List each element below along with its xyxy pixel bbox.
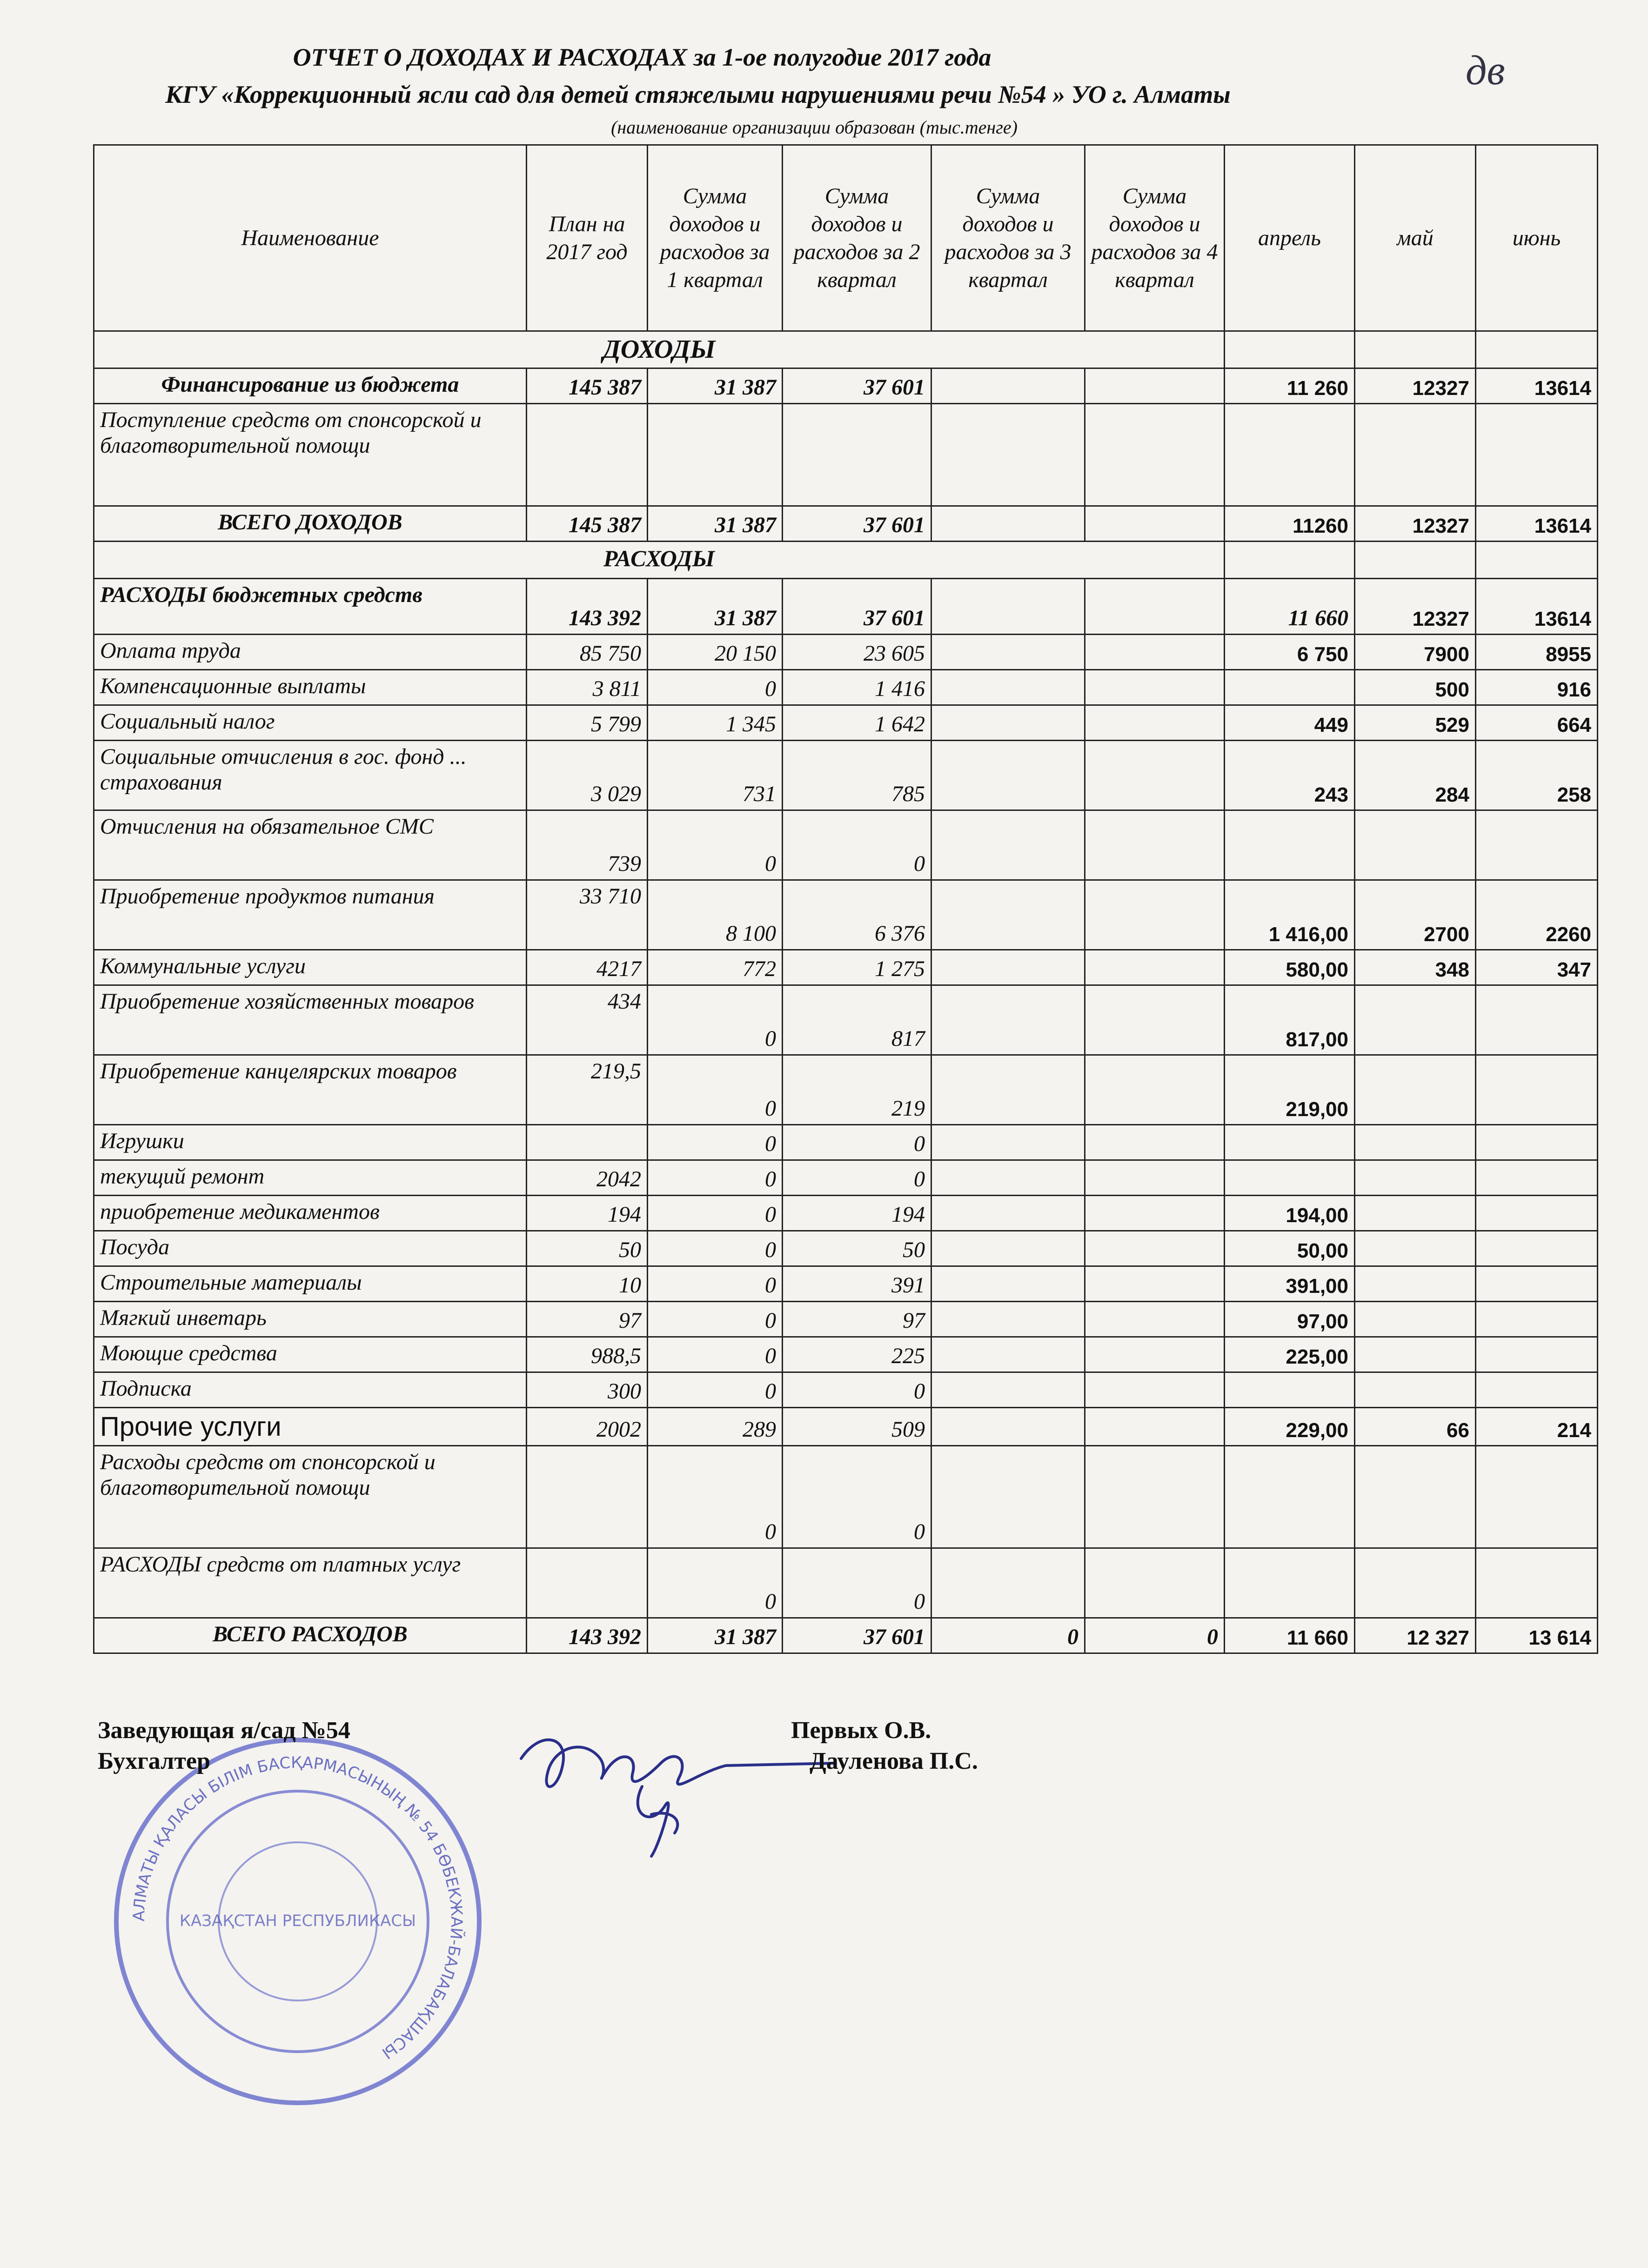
cell-q4 xyxy=(1085,579,1225,635)
row-name-cell: Отчисления на обязательное СМС xyxy=(94,810,527,880)
expense-section-row xyxy=(94,542,1598,579)
cell-may xyxy=(1355,1231,1476,1266)
cell-jun xyxy=(1476,985,1598,1055)
cell-may: 66 xyxy=(1355,1408,1476,1446)
cell-q2: 225 xyxy=(783,1337,931,1372)
col-header-may: май xyxy=(1355,145,1476,331)
expense-section-heading: РАСХОДЫ xyxy=(94,542,1225,579)
cell-plan: 145 387 xyxy=(527,506,648,542)
cell-q2: 785 xyxy=(783,741,931,810)
cell-apr xyxy=(1225,810,1355,880)
cell-may: 348 xyxy=(1355,950,1476,985)
cell-plan: 300 xyxy=(527,1372,648,1408)
cell-q3 xyxy=(931,1125,1085,1160)
signature-block xyxy=(84,1717,1107,1778)
cell-q2: 1 416 xyxy=(783,670,931,705)
cell-may xyxy=(1355,404,1476,506)
cell-apr: 97,00 xyxy=(1225,1302,1355,1337)
cell-may xyxy=(1355,1302,1476,1337)
cell-apr: 580,00 xyxy=(1225,950,1355,985)
row-name-cell: Моющие средства xyxy=(94,1337,527,1372)
cell-q1: 731 xyxy=(648,741,783,810)
col-header-april: апрель xyxy=(1225,145,1355,331)
cell-plan: 5 799 xyxy=(527,705,648,741)
cell-apr: 449 xyxy=(1225,705,1355,741)
row-name-cell: Расходы средств от спонсорской и благотворительной помощи xyxy=(94,1446,527,1548)
cell-q4 xyxy=(1085,1302,1225,1337)
cell-apr: 219,00 xyxy=(1225,1055,1355,1125)
cell-q1: 772 xyxy=(648,950,783,985)
cell-may: 12 327 xyxy=(1355,1618,1476,1653)
cell-q1: 31 387 xyxy=(648,368,783,404)
cell-plan: 219,5 xyxy=(527,1055,648,1125)
cell-jun: 13614 xyxy=(1476,579,1598,635)
cell-q4 xyxy=(1085,1125,1225,1160)
row-name-cell: Приобретение канцелярских товаров xyxy=(94,1055,527,1125)
cell-may xyxy=(1355,810,1476,880)
cell-q3 xyxy=(931,368,1085,404)
row-name-cell: Коммунальные услуги xyxy=(94,950,527,985)
cell-jun xyxy=(1476,404,1598,506)
income-section-heading: ДОХОДЫ xyxy=(94,331,1225,368)
cell-may xyxy=(1355,1548,1476,1618)
cell-q1: 0 xyxy=(648,1125,783,1160)
cell-q2: 0 xyxy=(783,1125,931,1160)
svg-text:КАЗАҚСТАН РЕСПУБЛИКАСЫ: КАЗАҚСТАН РЕСПУБЛИКАСЫ xyxy=(179,1912,416,1930)
cell-apr: 243 xyxy=(1225,741,1355,810)
cell-q1: 0 xyxy=(648,985,783,1055)
row-name-cell: РАСХОДЫ средств от платных услуг xyxy=(94,1548,527,1618)
cell-jun xyxy=(1476,1337,1598,1372)
cell-q2: 37 601 xyxy=(783,368,931,404)
cell-q1: 20 150 xyxy=(648,635,783,670)
table-row xyxy=(94,1196,1598,1231)
signature-row-head xyxy=(84,1717,1107,1747)
cell-jun xyxy=(1476,810,1598,880)
cell-q4 xyxy=(1085,1266,1225,1302)
cell-q2: 0 xyxy=(783,1548,931,1618)
cell-may: 500 xyxy=(1355,670,1476,705)
cell-jun: 347 xyxy=(1476,950,1598,985)
cell-plan: 434 xyxy=(527,985,648,1055)
cell-q4 xyxy=(1085,1337,1225,1372)
cell-plan: 4217 xyxy=(527,950,648,985)
cell-may xyxy=(1355,1372,1476,1408)
cell-q2: 817 xyxy=(783,985,931,1055)
cell-q4 xyxy=(1085,705,1225,741)
cell-q3 xyxy=(931,579,1085,635)
table-row xyxy=(94,1160,1598,1196)
cell-q2 xyxy=(783,404,931,506)
cell-q3 xyxy=(931,1266,1085,1302)
cell-plan: 145 387 xyxy=(527,368,648,404)
cell-q1 xyxy=(648,404,783,506)
cell-apr xyxy=(1225,1446,1355,1548)
cell-plan: 3 029 xyxy=(527,741,648,810)
cell-q4 xyxy=(1085,404,1225,506)
col-header-june: июнь xyxy=(1476,145,1598,331)
cell-q1: 0 xyxy=(648,1548,783,1618)
cell-apr xyxy=(1225,404,1355,506)
col-header-q2: Сумма доходов и расходов за 2 квартал xyxy=(783,145,931,331)
cell-apr xyxy=(1225,1125,1355,1160)
cell-jun xyxy=(1476,1055,1598,1125)
cell-q3 xyxy=(931,1231,1085,1266)
cell-q4 xyxy=(1085,1231,1225,1266)
table-row xyxy=(94,368,1598,404)
cell-q3 xyxy=(931,1055,1085,1125)
cell-apr: 11260 xyxy=(1225,506,1355,542)
head-name: Первых О.В. xyxy=(791,1717,931,1744)
cell-q3: 0 xyxy=(931,1618,1085,1653)
cell-jun xyxy=(1476,1266,1598,1302)
cell-q1: 0 xyxy=(648,1160,783,1196)
cell-jun: 13614 xyxy=(1476,506,1598,542)
cell-plan: 85 750 xyxy=(527,635,648,670)
accountant-name: Дауленова П.С. xyxy=(810,1748,978,1774)
cell-q3 xyxy=(931,1372,1085,1408)
table-row xyxy=(94,635,1598,670)
cell-q2: 23 605 xyxy=(783,635,931,670)
col-header-name: Наименование xyxy=(94,145,527,331)
cell-apr: 194,00 xyxy=(1225,1196,1355,1231)
cell-plan: 50 xyxy=(527,1231,648,1266)
cell-q1: 0 xyxy=(648,1055,783,1125)
cell-may xyxy=(1355,1160,1476,1196)
cell-may xyxy=(1355,1055,1476,1125)
cell-q3 xyxy=(931,950,1085,985)
cell-apr: 6 750 xyxy=(1225,635,1355,670)
cell-apr xyxy=(1225,1372,1355,1408)
cell-plan: 194 xyxy=(527,1196,648,1231)
table-row xyxy=(94,404,1598,506)
cell-q3 xyxy=(931,1302,1085,1337)
cell-q3 xyxy=(931,1548,1085,1618)
accountant-role: Бухгалтер xyxy=(98,1748,210,1774)
cell-q1: 289 xyxy=(648,1408,783,1446)
cell-jun xyxy=(1476,1372,1598,1408)
cell-apr xyxy=(1225,1160,1355,1196)
cell-apr: 225,00 xyxy=(1225,1337,1355,1372)
signature-row-accountant xyxy=(84,1747,1107,1778)
cell-jun: 214 xyxy=(1476,1408,1598,1446)
organization-name: КГУ «Коррекционный ясли сад для детей стяжелыми нарушениями речи №54 » УО г. Алматы xyxy=(165,80,1231,108)
cell-q4 xyxy=(1085,1372,1225,1408)
cell-may: 12327 xyxy=(1355,368,1476,404)
cell-q1: 0 xyxy=(648,1196,783,1231)
cell-apr: 391,00 xyxy=(1225,1266,1355,1302)
table-row xyxy=(94,1337,1598,1372)
cell-q2: 509 xyxy=(783,1408,931,1446)
cell-q1: 31 387 xyxy=(648,1618,783,1653)
table-row xyxy=(94,1055,1598,1125)
table-row xyxy=(94,506,1598,542)
cell-jun: 664 xyxy=(1476,705,1598,741)
cell-jun: 13614 xyxy=(1476,368,1598,404)
cell-q4 xyxy=(1085,1055,1225,1125)
row-name-cell: Оплата труда xyxy=(94,635,527,670)
row-name-cell: Приобретение продуктов питания xyxy=(94,880,527,950)
cell-plan: 143 392 xyxy=(527,579,648,635)
cell-q1: 31 387 xyxy=(648,579,783,635)
row-name-cell: Поступление средств от спонсорской и благотворительной помощи xyxy=(94,404,527,506)
cell-jun: 13 614 xyxy=(1476,1618,1598,1653)
cell-q3 xyxy=(931,741,1085,810)
col-header-q1: Сумма доходов и расходов за 1 квартал xyxy=(648,145,783,331)
col-header-q4: Сумма доходов и расходов за 4 квартал xyxy=(1085,145,1225,331)
cell-apr: 11 660 xyxy=(1225,1618,1355,1653)
table-row xyxy=(94,579,1598,635)
cell-plan: 97 xyxy=(527,1302,648,1337)
cell-jun xyxy=(1476,1125,1598,1160)
row-name-cell: РАСХОДЫ бюджетных средств xyxy=(94,579,527,635)
cell-may: 529 xyxy=(1355,705,1476,741)
cell-apr xyxy=(1225,1548,1355,1618)
cell-q4 xyxy=(1085,1408,1225,1446)
header-row xyxy=(94,145,1598,331)
cell-q3 xyxy=(931,985,1085,1055)
cell-jun xyxy=(1476,1196,1598,1231)
table-row xyxy=(94,880,1598,950)
table-row xyxy=(94,1231,1598,1266)
table-row xyxy=(94,1618,1598,1653)
cell-q3 xyxy=(931,810,1085,880)
cell-q2: 391 xyxy=(783,1266,931,1302)
cell-q3 xyxy=(931,1160,1085,1196)
cell-may: 284 xyxy=(1355,741,1476,810)
row-name-cell: Социальные отчисления в гос. фонд ... страхования xyxy=(94,741,527,810)
cell-q2: 1 642 xyxy=(783,705,931,741)
cell-q3 xyxy=(931,506,1085,542)
cell-q4 xyxy=(1085,1548,1225,1618)
cell-q3 xyxy=(931,1408,1085,1446)
cell-jun: 258 xyxy=(1476,741,1598,810)
cell-q1: 8 100 xyxy=(648,880,783,950)
cell-apr: 817,00 xyxy=(1225,985,1355,1055)
cell-q4 xyxy=(1085,1196,1225,1231)
cell-q1: 0 xyxy=(648,1266,783,1302)
cell-q2: 0 xyxy=(783,1446,931,1548)
col-header-plan: План на 2017 год xyxy=(527,145,648,331)
cell-q1: 0 xyxy=(648,670,783,705)
cell-q1: 0 xyxy=(648,1302,783,1337)
cell-plan: 143 392 xyxy=(527,1618,648,1653)
cell-apr: 229,00 xyxy=(1225,1408,1355,1446)
report-title: ОТЧЕТ О ДОХОДАХ И РАСХОДАХ за 1-ое полугодие 2017 года xyxy=(293,43,991,71)
cell-apr: 11 660 xyxy=(1225,579,1355,635)
cell-jun xyxy=(1476,1302,1598,1337)
table-row xyxy=(94,950,1598,985)
cell-q1: 0 xyxy=(648,810,783,880)
head-role: Заведующая я/сад №54 xyxy=(98,1717,350,1744)
cell-q3 xyxy=(931,705,1085,741)
row-name-cell: ВСЕГО ДОХОДОВ xyxy=(94,506,527,542)
cell-q1: 1 345 xyxy=(648,705,783,741)
cell-q2: 219 xyxy=(783,1055,931,1125)
cell-q2: 6 376 xyxy=(783,880,931,950)
corner-handwritten-mark: дв xyxy=(1466,47,1505,94)
cell-jun xyxy=(1476,1160,1598,1196)
svg-text:АЛМАТЫ ҚАЛАСЫ БІЛІМ БАСҚАРМАСЫ: АЛМАТЫ ҚАЛАСЫ БІЛІМ БАСҚАРМАСЫНЫҢ № 54 БӨБЕКЖАЙ-БАЛАБАҚШАСЫ xyxy=(129,1753,466,2063)
cell-apr: 50,00 xyxy=(1225,1231,1355,1266)
cell-may xyxy=(1355,1196,1476,1231)
cell-q2: 50 xyxy=(783,1231,931,1266)
cell-q4 xyxy=(1085,985,1225,1055)
cell-q1: 0 xyxy=(648,1446,783,1548)
row-name-cell: Строительные материалы xyxy=(94,1266,527,1302)
cell-q2: 194 xyxy=(783,1196,931,1231)
cell-q4 xyxy=(1085,635,1225,670)
row-name-cell: Компенсационные выплаты xyxy=(94,670,527,705)
cell-q4 xyxy=(1085,880,1225,950)
cell-q1: 0 xyxy=(648,1231,783,1266)
cell-q4 xyxy=(1085,506,1225,542)
cell-apr: 11 260 xyxy=(1225,368,1355,404)
cell-jun: 2260 xyxy=(1476,880,1598,950)
cell-q3 xyxy=(931,404,1085,506)
cell-jun xyxy=(1476,1548,1598,1618)
cell-q2: 0 xyxy=(783,810,931,880)
cell-jun: 8955 xyxy=(1476,635,1598,670)
report-table xyxy=(93,144,1598,1654)
cell-q2: 1 275 xyxy=(783,950,931,985)
row-name-cell: Социальный налог xyxy=(94,705,527,741)
table-row xyxy=(94,1372,1598,1408)
row-name-cell: Приобретение хозяйственных товаров xyxy=(94,985,527,1055)
cell-q3 xyxy=(931,635,1085,670)
cell-q4 xyxy=(1085,1446,1225,1548)
cell-q4 xyxy=(1085,810,1225,880)
cell-plan xyxy=(527,404,648,506)
table-row xyxy=(94,705,1598,741)
cell-q1: 31 387 xyxy=(648,506,783,542)
cell-q4 xyxy=(1085,950,1225,985)
cell-q2: 0 xyxy=(783,1372,931,1408)
cell-may xyxy=(1355,985,1476,1055)
table-row xyxy=(94,1302,1598,1337)
table-row xyxy=(94,1125,1598,1160)
cell-jun: 916 xyxy=(1476,670,1598,705)
row-name-cell: Игрушки xyxy=(94,1125,527,1160)
cell-may: 12327 xyxy=(1355,506,1476,542)
table-row xyxy=(94,810,1598,880)
table-row xyxy=(94,1446,1598,1548)
cell-plan xyxy=(527,1548,648,1618)
row-name-cell: текущий ремонт xyxy=(94,1160,527,1196)
cell-plan: 2042 xyxy=(527,1160,648,1196)
cell-may xyxy=(1355,1266,1476,1302)
table-row xyxy=(94,1408,1598,1446)
row-name-cell: Финансирование из бюджета xyxy=(94,368,527,404)
cell-plan xyxy=(527,1125,648,1160)
table-row xyxy=(94,1266,1598,1302)
cell-plan: 988,5 xyxy=(527,1337,648,1372)
cell-may: 2700 xyxy=(1355,880,1476,950)
table-row xyxy=(94,670,1598,705)
row-name-cell: Подписка xyxy=(94,1372,527,1408)
cell-q4 xyxy=(1085,670,1225,705)
cell-plan: 739 xyxy=(527,810,648,880)
cell-q4 xyxy=(1085,1160,1225,1196)
cell-q3 xyxy=(931,1337,1085,1372)
cell-plan: 10 xyxy=(527,1266,648,1302)
cell-apr xyxy=(1225,670,1355,705)
cell-q1: 0 xyxy=(648,1337,783,1372)
cell-q2: 97 xyxy=(783,1302,931,1337)
cell-q4: 0 xyxy=(1085,1618,1225,1653)
cell-plan: 2002 xyxy=(527,1408,648,1446)
cell-q2: 0 xyxy=(783,1160,931,1196)
cell-plan xyxy=(527,1446,648,1548)
cell-q1: 0 xyxy=(648,1372,783,1408)
cell-may xyxy=(1355,1446,1476,1548)
col-header-q3: Сумма доходов и расходов за 3 квартал xyxy=(931,145,1085,331)
cell-plan: 33 710 xyxy=(527,880,648,950)
cell-q3 xyxy=(931,1196,1085,1231)
table-row xyxy=(94,985,1598,1055)
row-name-cell: Посуда xyxy=(94,1231,527,1266)
official-seal xyxy=(107,1731,489,2112)
cell-q4 xyxy=(1085,368,1225,404)
row-name-cell: Прочие услуги xyxy=(94,1408,527,1446)
cell-plan: 3 811 xyxy=(527,670,648,705)
row-name-cell: приобретение медикаментов xyxy=(94,1196,527,1231)
cell-may: 12327 xyxy=(1355,579,1476,635)
cell-apr: 1 416,00 xyxy=(1225,880,1355,950)
row-name-cell: ВСЕГО РАСХОДОВ xyxy=(94,1618,527,1653)
cell-q2: 37 601 xyxy=(783,1618,931,1653)
table-row xyxy=(94,741,1598,810)
cell-may: 7900 xyxy=(1355,635,1476,670)
table-row xyxy=(94,1548,1598,1618)
cell-q2: 37 601 xyxy=(783,579,931,635)
org-subnote: (наименование организации образован (тыс.тенге) xyxy=(611,117,1018,138)
cell-q3 xyxy=(931,1446,1085,1548)
cell-jun xyxy=(1476,1446,1598,1548)
row-name-cell: Мягкий инветарь xyxy=(94,1302,527,1337)
cell-q3 xyxy=(931,880,1085,950)
cell-q3 xyxy=(931,670,1085,705)
cell-may xyxy=(1355,1125,1476,1160)
cell-jun xyxy=(1476,1231,1598,1266)
cell-q2: 37 601 xyxy=(783,506,931,542)
cell-q4 xyxy=(1085,741,1225,810)
cell-may xyxy=(1355,1337,1476,1372)
